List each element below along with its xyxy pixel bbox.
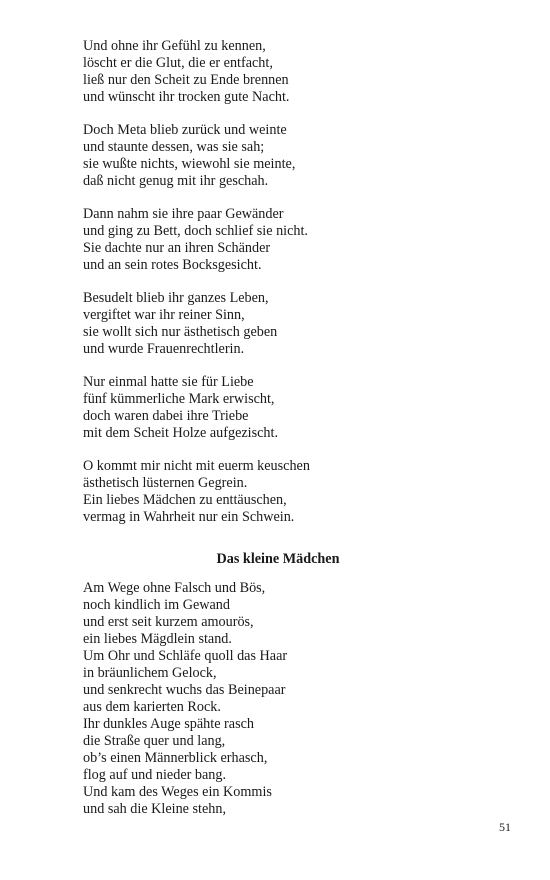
- stanza: [83, 122, 473, 190]
- verse-line: und wurde Frauenrechtlerin.: [83, 341, 245, 357]
- verse-line: und staunte dessen, was sie sah;: [83, 139, 265, 155]
- stanza: [83, 458, 473, 526]
- verse-line: Und ohne ihr Gefühl zu kennen,: [83, 38, 266, 54]
- verse-line: in bräunlichem Gelock,: [83, 665, 217, 681]
- verse-line: sie wußte nichts, wiewohl sie meinte,: [83, 156, 296, 172]
- verse-line: und sah die Kleine stehn,: [83, 801, 227, 817]
- verse-line: und an sein rotes Bocksgesicht.: [83, 257, 262, 273]
- verse-line: Am Wege ohne Falsch und Bös,: [83, 580, 266, 596]
- verse-line: Und kam des Weges ein Kommis: [83, 784, 272, 800]
- verse-line: doch waren dabei ihre Triebe: [83, 408, 249, 424]
- page-number: 51: [499, 820, 511, 834]
- verse-line: ein liebes Mägdlein stand.: [83, 631, 232, 647]
- poem-das-kleine-maedchen: [83, 580, 473, 818]
- verse-line: ob’s einen Männerblick erhasch,: [83, 750, 268, 766]
- verse-line: Ein liebes Mädchen zu enttäuschen,: [83, 492, 287, 508]
- verse-line: und senkrecht wuchs das Beinepaar: [83, 682, 286, 698]
- verse-line: vermag in Wahrheit nur ein Schwein.: [83, 509, 295, 525]
- verse-line: löscht er die Glut, die er entfacht,: [83, 55, 273, 71]
- page-content: [83, 38, 473, 834]
- verse-line: fünf kümmerliche Mark erwischt,: [83, 391, 275, 407]
- verse-line: und erst seit kurzem amourös,: [83, 614, 254, 630]
- verse-line: Sie dachte nur an ihren Schänder: [83, 240, 271, 256]
- verse-line: und ging zu Bett, doch schlief sie nicht.: [83, 223, 308, 239]
- verse-line: und wünscht ihr trocken gute Nacht.: [83, 89, 290, 105]
- verse-line: ästhetisch lüsternen Gegrein.: [83, 475, 248, 491]
- verse-line: daß nicht genug mit ihr geschah.: [83, 173, 269, 189]
- verse-line: Besudelt blieb ihr ganzes Leben,: [83, 290, 269, 306]
- verse-line: ließ nur den Scheit zu Ende brennen: [83, 72, 289, 88]
- stanza: [83, 290, 473, 358]
- verse-line: die Straße quer und lang,: [83, 733, 226, 749]
- verse-line: Doch Meta blieb zurück und weinte: [83, 122, 287, 138]
- poem-title: Das kleine Mädchen: [216, 551, 340, 567]
- verse-line: Um Ohr und Schläfe quoll das Haar: [83, 648, 288, 664]
- poem-continued: [83, 38, 473, 526]
- verse-line: mit dem Scheit Holze aufgezischt.: [83, 425, 279, 441]
- verse-line: O kommt mir nicht mit euerm keuschen: [83, 458, 310, 474]
- verse-line: Ihr dunkles Auge spähte rasch: [83, 716, 254, 732]
- stanza: [83, 38, 473, 106]
- verse-line: flog auf und nieder bang.: [83, 767, 227, 783]
- verse-line: Dann nahm sie ihre paar Gewänder: [83, 206, 284, 222]
- verse-line: sie wollt sich nur ästhetisch geben: [83, 324, 278, 340]
- verse-line: Nur einmal hatte sie für Liebe: [83, 374, 254, 390]
- stanza: [83, 206, 473, 274]
- verse-line: aus dem karierten Rock.: [83, 699, 221, 715]
- stanza: [83, 374, 473, 442]
- verse-line: noch kindlich im Gewand: [83, 597, 230, 613]
- verse-line: vergiftet war ihr reiner Sinn,: [83, 307, 245, 323]
